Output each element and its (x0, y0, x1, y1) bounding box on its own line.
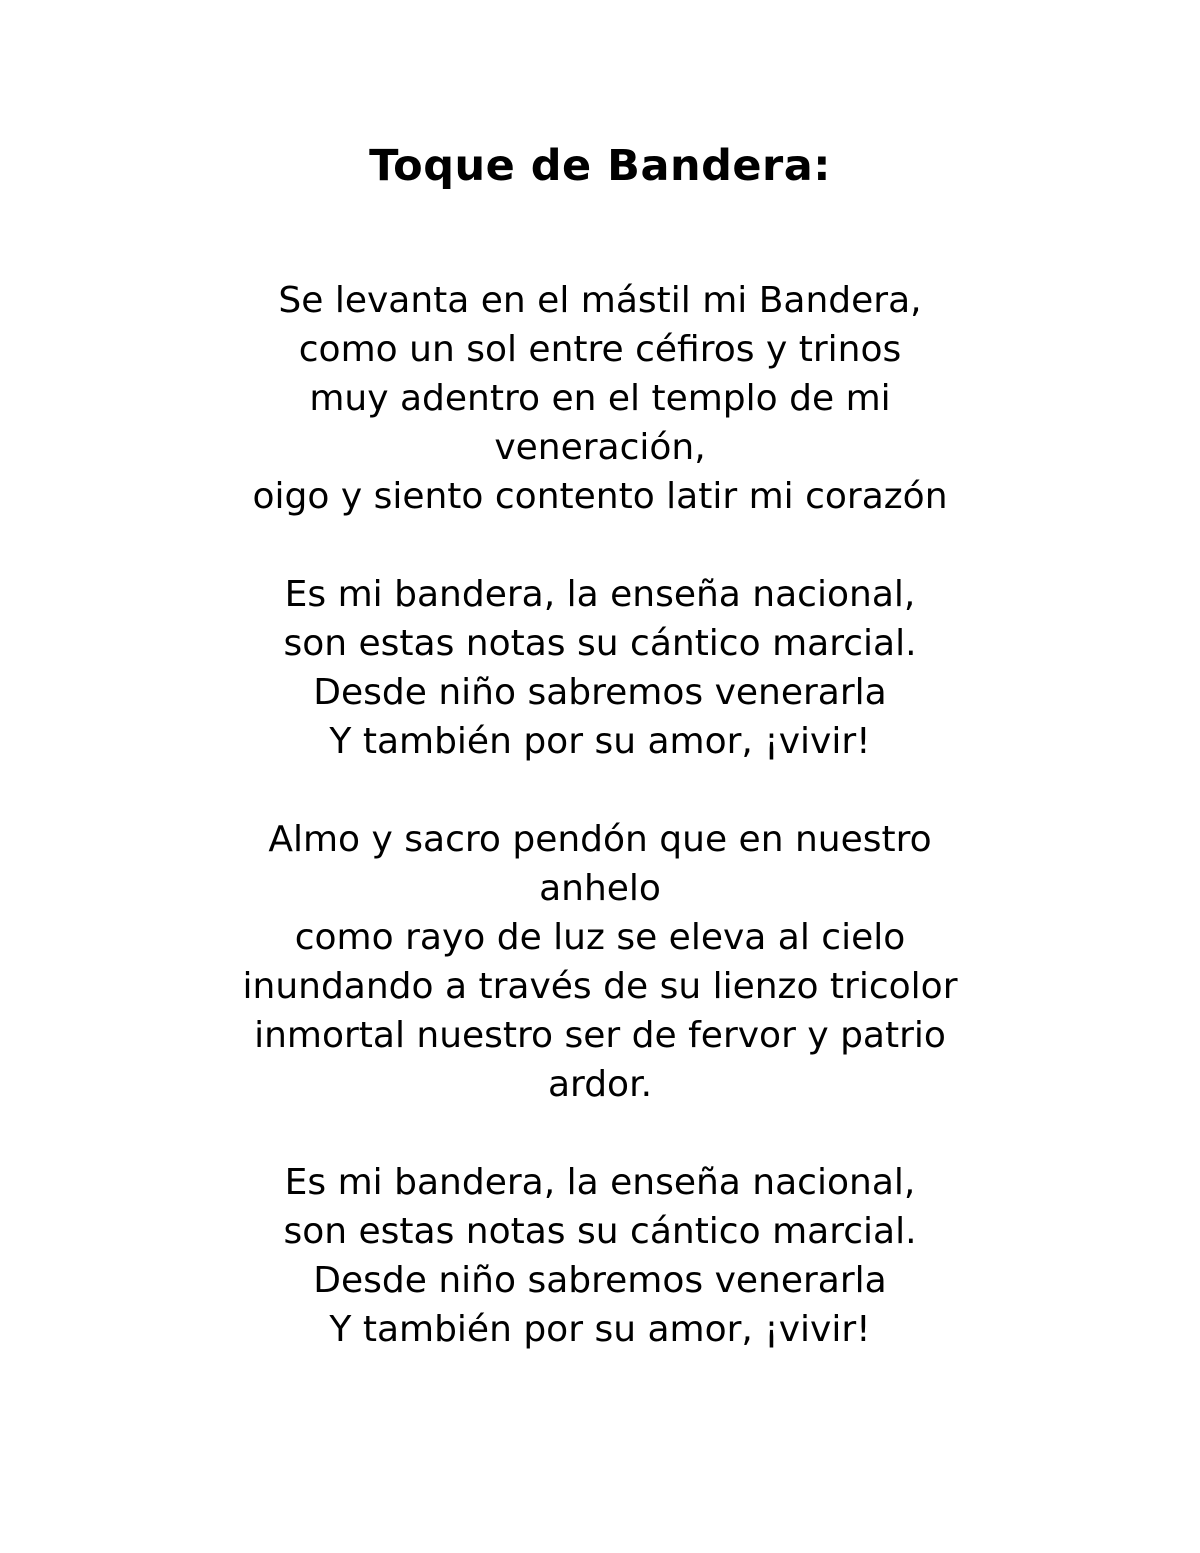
poem-line: Es mi bandera, la enseña nacional, (284, 574, 916, 615)
poem-body (150, 276, 1050, 1354)
poem-line: veneración, (494, 427, 706, 468)
poem-line: Desde niño sabremos venerarla (313, 672, 887, 713)
document-title: Toque de Bandera: (369, 141, 831, 191)
poem-line: Y también por su amor, ¡vivir! (329, 1309, 871, 1350)
stanza-3 (150, 815, 1050, 1109)
poem-line: inundando a través de su lienzo tricolor (242, 966, 958, 1007)
poem-line: Es mi bandera, la enseña nacional, (284, 1162, 916, 1203)
stanza-4-chorus (150, 1158, 1050, 1354)
poem-line: ardor. (547, 1064, 653, 1105)
poem-line: anhelo (539, 868, 661, 909)
poem-line: son estas notas su cántico marcial. (283, 623, 917, 664)
stanza-1 (150, 276, 1050, 521)
poem-line: Se levanta en el mástil mi Bandera, (278, 280, 922, 321)
poem-line: como rayo de luz se eleva al cielo (294, 917, 906, 958)
poem-line: son estas notas su cántico marcial. (283, 1211, 917, 1252)
poem-line: Almo y sacro pendón que en nuestro (268, 819, 932, 860)
poem-line: Y también por su amor, ¡vivir! (329, 721, 871, 762)
poem-line: oigo y siento contento latir mi corazón (252, 476, 948, 517)
poem-line: inmortal nuestro ser de fervor y patrio (254, 1015, 946, 1056)
poem-line: Desde niño sabremos venerarla (313, 1260, 887, 1301)
poem-line: muy adentro en el templo de mi (309, 378, 891, 419)
poem-line: como un sol entre céfiros y trinos (298, 329, 902, 370)
stanza-2-chorus (150, 570, 1050, 766)
